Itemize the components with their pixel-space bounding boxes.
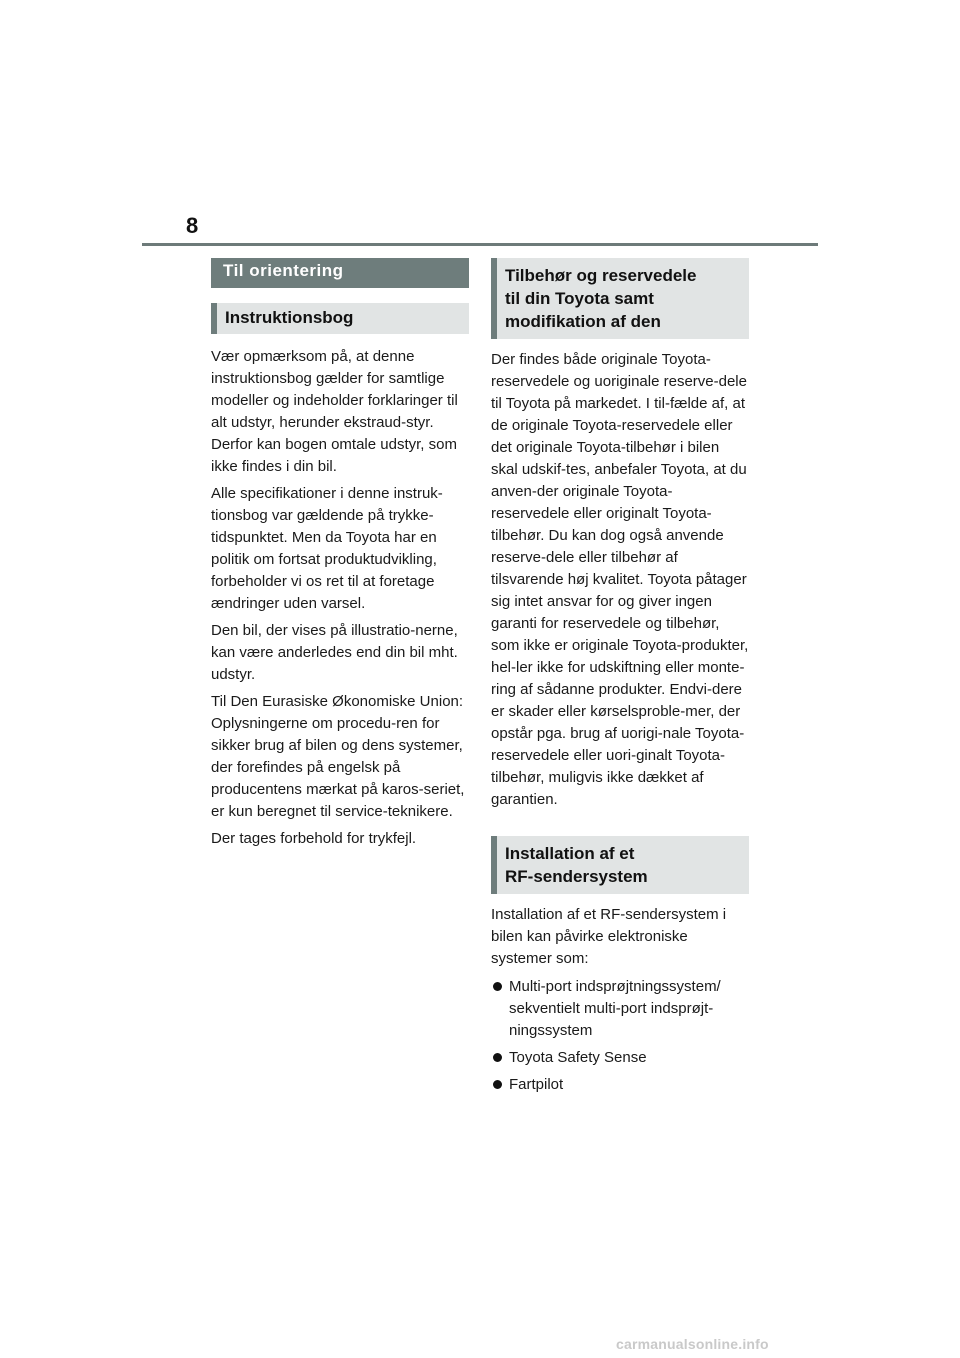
paragraph: Til Den Eurasiske Økonomiske Union: Oplysningerne om procedu-ren for sikker brug af bilen og dens systemer, der forefindes på engelsk på producentens mærkat på karos-seriet, er kun beregnet til service-teknikere.	[211, 693, 465, 820]
bullet-icon	[493, 1080, 502, 1089]
paragraph: Den bil, der vises på illustratio-nerne, kan være anderledes end din bil mht. udstyr.	[211, 622, 458, 683]
subheading-accessories	[491, 258, 749, 339]
header-divider	[142, 243, 818, 246]
paragraph: Installation af et RF-sendersystem i bilen kan påvirke elektroniske systemer som:	[491, 906, 727, 967]
paragraph: Der findes både originale Toyota-reservedele og uoriginale reserve-dele til Toyota på markedet. I til-fælde af, at de originale Toyota-reservedele eller det originale Toyota-tilbehør i bilen skal udskif-tes, anbefaler Toyota, at du anven-der originale Toyota-reservedele eller originalt Toyota-tilbehør. Du kan dog også anvende reserve-dele eller tilbehør af tilsvarende høj kvalitet. Toyota påtager sig intet ansvar for og giver ingen garanti for reservedele og tilbehør, som ikke er originale Toyota-produkter, hel-ler ikke for udskiftning eller monte-ring af sådanne produkter. Endvi-dere er skader eller kørselsproble-mer, der opstår pga. brug af uorigi-nale Toyota-reservedele eller uori-ginalt Toyota-tilbehør, muligvis ikke dækket af garantien.	[491, 351, 749, 808]
heading-line: RF-sendersystem	[505, 867, 648, 886]
subheading-rf-system	[491, 836, 749, 894]
section-title-bar: Til orientering	[211, 258, 469, 288]
page-number: 8	[186, 213, 199, 238]
list-item	[491, 1047, 749, 1069]
list-item	[491, 1074, 749, 1096]
heading-line: Installation af et	[505, 844, 635, 863]
watermark: carmanualsonline.info	[616, 1336, 769, 1352]
bullet-icon	[493, 1053, 502, 1062]
list-item	[491, 976, 749, 1042]
left-body	[211, 346, 469, 850]
bullet-list	[491, 976, 749, 1096]
paragraph: Alle specifikationer i denne instruk-tionsbog var gældende på trykke-tidspunktet. Men da Toyota har en politik om fortsat produktudvikling, forbeholder vi os ret til at foretage ændringer uden varsel.	[211, 485, 443, 612]
list-item-text: Multi-port indsprøjtningssystem/ sekventielt multi-port indsprøjt-ningssystem	[509, 978, 721, 1039]
list-item-text: Toyota Safety Sense	[509, 1049, 647, 1066]
paragraph: Vær opmærksom på, at denne instruktionsbog gælder for samtlige modeller og indeholder forklaringer til alt udstyr, herunder ekstraud-styr. Derfor kan bogen omtale udstyr, som ikke findes i din bil.	[211, 348, 458, 475]
paragraph: Der tages forbehold for trykfejl.	[211, 830, 417, 847]
subheading-instruktionsbog: Instruktionsbog	[211, 303, 469, 334]
heading-line: til din Toyota samt	[505, 289, 654, 308]
right-column	[491, 258, 749, 1101]
heading-line: modifikation af den	[505, 312, 661, 331]
left-column	[211, 258, 469, 850]
heading-line: Tilbehør og reservedele	[505, 266, 697, 285]
bullet-icon	[493, 982, 502, 991]
list-item-text: Fartpilot	[509, 1076, 564, 1093]
